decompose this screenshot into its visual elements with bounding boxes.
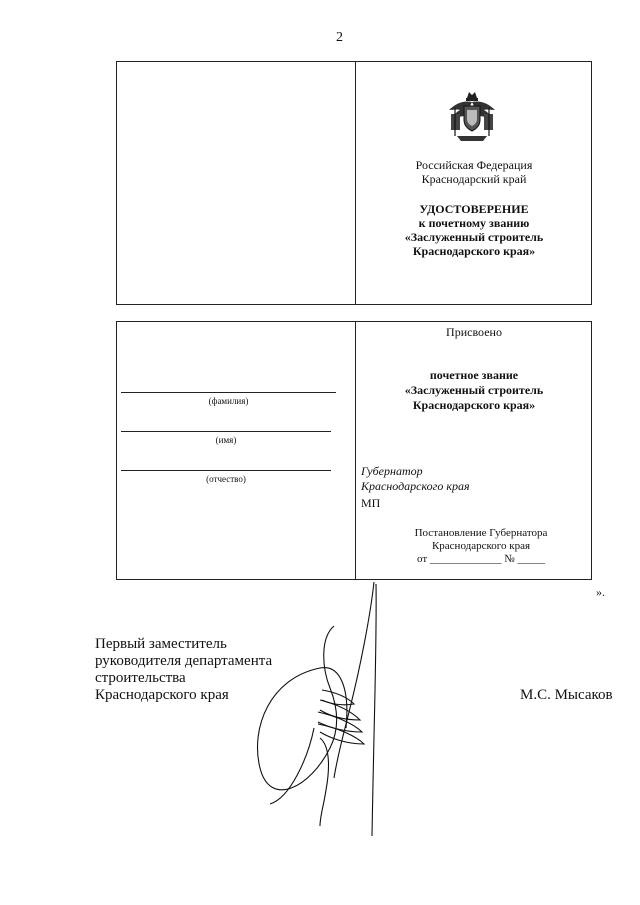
cover-award-line1: «Заслуженный строитель [404,230,544,244]
handwritten-signature [250,578,390,840]
certificate-inner [116,321,592,580]
patronymic-line [121,470,331,471]
name-line [121,431,331,432]
coat-of-arms-icon [443,90,501,144]
decree-line3: от _____________ № _____ [417,553,545,565]
cover-region: Краснодарский край [421,172,527,186]
caption-patronymic: (отчество) [206,474,246,484]
seal-mark: МП [361,496,381,510]
decree-line2: Краснодарского края [431,540,531,552]
awarded-label: Присвоено [446,325,502,339]
certificate-cover [116,61,592,305]
signer-name: М.С. Мысаков [520,687,613,703]
position-line3: строительства [95,670,186,686]
decree-line1: Постановление Губернатора [414,527,548,539]
closing-quote: ». [596,585,605,599]
position-line4: Краснодарского края [95,687,229,703]
cover-subtitle: к почетному званию [418,216,530,230]
signature-position [95,636,272,704]
surname-line [121,392,336,393]
governor-line1: Губернатор [361,464,423,478]
caption-name: (имя) [215,435,237,445]
inner-divider [355,322,356,579]
caption-surname: (фамилия) [208,396,249,406]
cover-title: УДОСТОВЕРЕНИЕ [419,202,529,216]
inner-award-line1: «Заслуженный строитель [404,383,544,397]
page-number: 2 [336,30,343,45]
position-line2: руководителя департамента [95,653,273,669]
position-line1: Первый заместитель [95,636,227,652]
cover-award-line2: Краснодарского края» [412,244,536,258]
inner-award-line2: Краснодарского края» [412,398,536,412]
governor-line2: Краснодарского края [361,479,470,493]
honorary-title: почетное звание [429,368,519,382]
cover-federation: Российская Федерация [415,158,533,172]
